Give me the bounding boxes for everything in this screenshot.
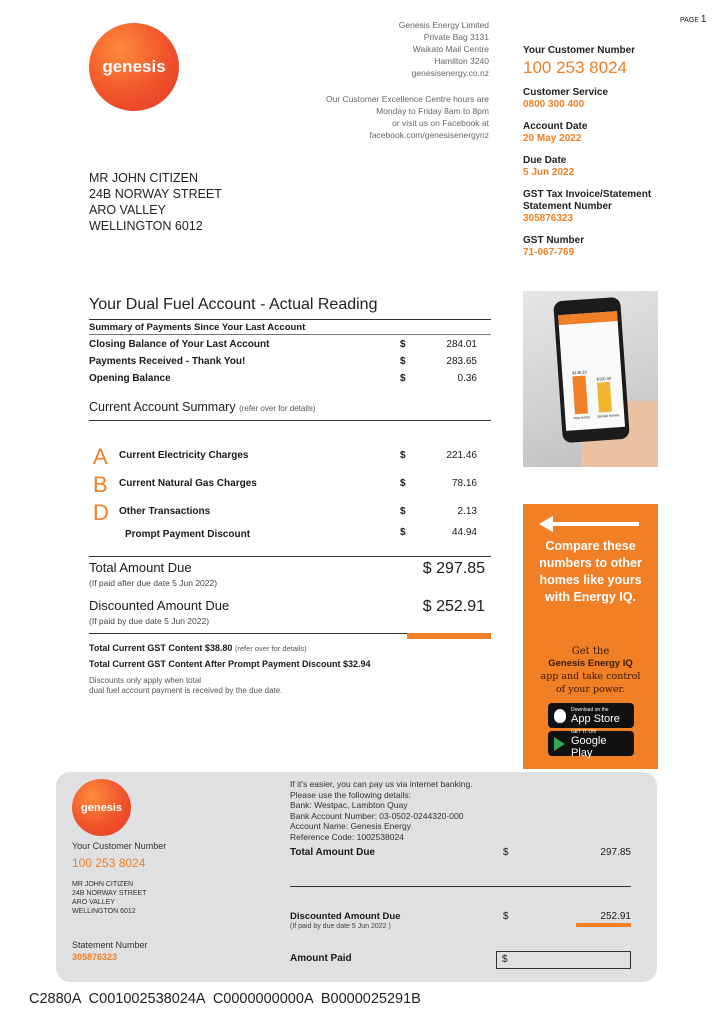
promo-tagline: app and take control [540, 671, 641, 682]
divider [89, 334, 491, 335]
summary-row-currency: $ [400, 356, 406, 367]
stub-total-label: Total Amount Due [290, 847, 375, 858]
summary-row [89, 339, 491, 353]
summary-row-currency: $ [400, 373, 406, 384]
google-play-text: Google Play [571, 734, 607, 759]
stub-address-line: ARO VALLEY [72, 899, 116, 906]
summary-row-label: Payments Received - Thank You! [89, 356, 246, 367]
current-summary-note: (refer over for details) [239, 404, 316, 413]
summary-row-amount: 283.65 [446, 356, 477, 367]
stub-discount-highlight-bar [576, 923, 631, 927]
company-address-line: Waikato Mail Centre [412, 44, 489, 54]
banking-line: Account Name: Genesis Energy [290, 821, 411, 831]
charge-row-other [89, 500, 491, 526]
phone-app-header [558, 311, 618, 325]
facebook-link[interactable]: facebook.com/genesisenergynz [369, 130, 489, 140]
discount-note-line: Discounts only apply when total [89, 676, 202, 685]
customer-address [89, 170, 222, 234]
customer-address-line: 24B NORWAY STREET [89, 187, 222, 201]
due-date-label: Due Date [523, 155, 567, 166]
customer-service-phone[interactable]: 0800 300 400 [523, 99, 585, 110]
gst-invoice-label: GST Tax Invoice/Statement [523, 189, 652, 200]
stub-logo-text: genesis [81, 801, 122, 814]
gst-after-discount: Total Current GST Content After Prompt Payment Discount $32.94 [89, 659, 371, 669]
app-store-small-text: Download on the [571, 706, 609, 713]
stub-address [72, 880, 146, 916]
charge-letter: B [93, 472, 108, 497]
charge-currency: $ [400, 527, 406, 538]
customer-address-line: WELLINGTON 6012 [89, 219, 203, 233]
total-due-amount: $ 297.85 [422, 560, 485, 577]
stub-customer-number: 100 253 8024 [72, 856, 146, 870]
service-hours-line: Monday to Friday 8am to 8pm [376, 106, 489, 116]
service-hours [290, 93, 489, 141]
internet-banking-details [290, 779, 473, 842]
company-address [300, 19, 489, 79]
discount-highlight-bar [407, 633, 491, 639]
page-label: PAGE 1 [680, 14, 707, 25]
logo-text: genesis [102, 57, 166, 76]
promo-get-the: Get the [571, 646, 610, 657]
discounted-amount-due [89, 598, 491, 630]
account-date: 20 May 2022 [523, 133, 582, 144]
play-icon [554, 737, 565, 751]
banking-line: Reference Code: 1002538024 [290, 831, 404, 842]
charge-amount: 2.13 [457, 506, 477, 517]
phone-bar-label: Your home [573, 415, 591, 421]
energy-iq-phone-image [523, 291, 658, 467]
charge-label: Other Transactions [119, 506, 211, 517]
stub-divider [290, 886, 631, 887]
phone-bar-label: Similar homes [597, 413, 620, 419]
stub-address-line: 24B NORWAY STREET [72, 890, 147, 897]
genesis-logo [89, 23, 179, 111]
stub-genesis-logo [72, 779, 131, 836]
company-website[interactable]: genesisenergy.co.nz [411, 68, 489, 78]
charge-row-electricity [89, 444, 491, 470]
summary-row-label: Opening Balance [89, 373, 171, 384]
apple-icon [554, 709, 566, 723]
stub-address-line: WELLINGTON 6012 [72, 908, 136, 915]
discount-note-line: dual fuel account payment is received by the due date. [89, 686, 283, 695]
stub-amount-paid-label: Amount Paid [290, 953, 352, 964]
total-due-label: Total Amount Due [89, 560, 192, 575]
summary-row [89, 373, 491, 387]
total-due-note: (If paid after due date 5 Jun 2022) [89, 578, 218, 588]
banking-line: If it's easier, you can pay us via internet banking. [290, 779, 473, 789]
customer-number-label: Your Customer Number [523, 45, 636, 56]
charge-row-gas [89, 472, 491, 498]
charge-label: Prompt Payment Discount [125, 529, 251, 540]
gst-number: 71-067-769 [523, 247, 575, 258]
gst-number-label: GST Number [523, 235, 585, 246]
promo-tagline: of your power. [555, 684, 626, 695]
summary-payments-heading: Summary of Payments Since Your Last Account [89, 322, 306, 333]
charge-amount: 78.16 [451, 478, 477, 489]
customer-address-line: MR JOHN CITIZEN [89, 171, 199, 185]
charge-currency: $ [400, 450, 406, 461]
amount-paid-currency: $ [502, 954, 508, 965]
stub-total-currency: $ [503, 847, 509, 858]
banking-line: Bank Account Number: 03-0502-0244320-000 [290, 810, 464, 821]
gst-content: Total Current GST Content $38.80 (refer over for details) [89, 643, 307, 653]
service-hours-line: Our Customer Excellence Centre hours are [326, 94, 489, 104]
account-date-label: Account Date [523, 121, 588, 132]
charge-amount: 221.46 [446, 450, 477, 461]
customer-address-line: ARO VALLEY [89, 203, 166, 217]
statement-number-label: Statement Number [523, 201, 612, 212]
customer-number: 100 253 8024 [523, 58, 627, 77]
stub-customer-number-label: Your Customer Number [72, 841, 167, 851]
account-title: Your Dual Fuel Account - Actual Reading [89, 296, 378, 313]
google-play-button[interactable] [548, 728, 634, 759]
promo-headline: Compare these numbers to other homes like yours with Energy IQ. [539, 539, 642, 604]
barcode-line: C2880A C001002538024A C0000000000A B0000025291B [29, 991, 421, 1007]
summary-row-currency: $ [400, 339, 406, 350]
charge-letter: A [93, 444, 108, 469]
charge-label: Current Natural Gas Charges [119, 478, 257, 489]
stub-statement-label: Statement Number [72, 940, 148, 950]
amount-paid-field[interactable] [496, 951, 631, 969]
discount-notes [89, 676, 282, 696]
gst-content-note: (refer over for details) [234, 644, 307, 653]
banking-line: Please use the following details: [290, 789, 411, 800]
service-hours-line: or visit us on Facebook at [392, 118, 489, 128]
phone-device [553, 297, 630, 443]
customer-service-label: Customer Service [523, 87, 609, 98]
summary-row-label: Closing Balance of Your Last Account [89, 339, 270, 350]
energy-iq-promo [523, 504, 658, 769]
charge-label: Current Electricity Charges [119, 450, 249, 461]
total-amount-due [89, 560, 491, 592]
app-store-button[interactable] [548, 703, 634, 728]
stub-address-line: MR JOHN CITIZEN [72, 881, 134, 888]
divider [89, 319, 491, 320]
phone-bar-your-home [572, 375, 588, 414]
stub-discounted-note: (If paid by due date 5 Jun 2022 ) [290, 923, 391, 930]
discounted-due-amount: $ 252.91 [422, 598, 485, 615]
phone-bar-similar-homes [597, 382, 612, 413]
phone-bar-value: $148.33 [571, 369, 587, 376]
charge-amount: 44.94 [451, 527, 477, 538]
charge-currency: $ [400, 478, 406, 489]
promo-product: Genesis Energy IQ [548, 658, 633, 669]
divider [89, 556, 491, 557]
google-play-small-text: GET IT ON [571, 728, 596, 735]
phone-screen [558, 311, 625, 431]
due-date: 5 Jun 2022 [523, 167, 575, 178]
divider [89, 420, 491, 421]
discounted-due-label: Discounted Amount Due [89, 598, 230, 613]
stub-total-amount: 297.85 [600, 847, 631, 858]
company-address-line: Hamilton 3240 [434, 56, 489, 66]
stub-discounted-amount: 252.91 [600, 911, 631, 922]
app-store-text: App Store [571, 712, 620, 725]
banking-line: Bank: Westpac, Lambton Quay [290, 800, 408, 810]
discounted-due-note: (If paid by due date 5 Jun 2022) [89, 616, 210, 626]
charge-currency: $ [400, 506, 406, 517]
phone-bar-value: $100.30 [596, 375, 612, 382]
company-address-line: Genesis Energy Limited [398, 20, 489, 30]
page-number: 1 [700, 14, 707, 25]
arrow-left-icon [539, 519, 639, 529]
statement-number: 305876323 [523, 213, 574, 224]
charge-letter: D [93, 500, 109, 525]
stub-statement-number: 305876323 [72, 952, 118, 962]
account-info [523, 45, 703, 258]
summary-row-amount: 284.01 [446, 339, 477, 350]
divider [89, 633, 407, 634]
company-address-line: Private Bag 3131 [423, 32, 489, 42]
stub-discounted-label: Discounted Amount Due [290, 911, 401, 922]
summary-row [89, 356, 491, 370]
stub-discounted-currency: $ [503, 911, 509, 922]
payment-stub [56, 772, 657, 982]
summary-row-amount: 0.36 [457, 373, 477, 384]
charge-row-discount [89, 527, 491, 543]
current-summary-heading: Current Account Summary (refer over for details) [89, 400, 316, 414]
